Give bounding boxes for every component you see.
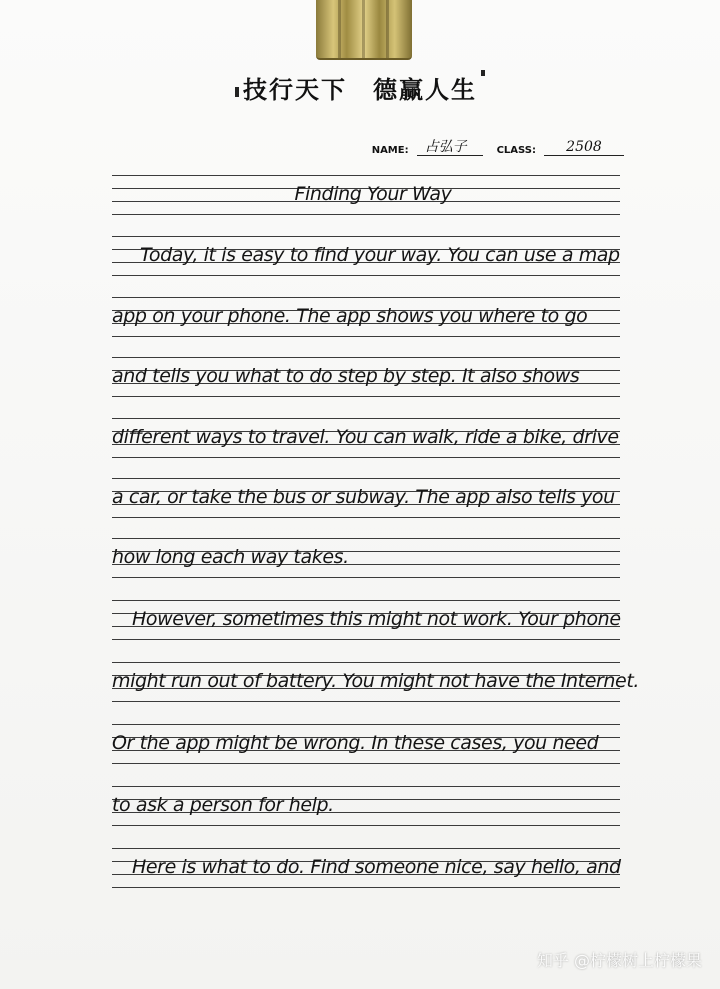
essay-line [112,236,620,286]
essay-line [112,538,620,588]
watermark: 知乎 @柠檬树上柠檬果 [536,951,702,970]
motto-left: 技行天下 [243,75,347,104]
name-label: NAME: [371,145,409,156]
essay-line [112,786,620,836]
essay-line-text: how long each way takes. [112,546,349,568]
essay-line-text: different ways to travel. You can walk, ride a bike, drive [112,426,619,448]
essay-line-text: to ask a person for help. [112,794,334,816]
essay-line-text: Or the app might be wrong. In these cases, you need [112,732,599,754]
essay-line [112,418,620,468]
essay-title: Finding Your Way [294,183,452,205]
essay-line-text: Today, it is easy to find your way. You can use a map [140,244,620,266]
name-value: 占弘子 [417,140,483,156]
title-row [112,175,620,225]
class-label: CLASS: [496,145,536,156]
essay-line [112,600,620,650]
essay-line [112,478,620,528]
essay-line [112,848,620,898]
essay-line-text: might run out of battery. You might not have the Internet. [112,670,640,692]
essay-line-text: app on your phone. The app shows you where to go [112,305,588,327]
essay-line-text: Here is what to do. Find someone nice, say hello, and [132,856,621,878]
essay-line-text: a car, or take the bus or subway. The app also tells you [112,486,615,508]
essay-line [112,357,620,407]
motto-right: 德赢人生 [373,75,477,104]
class-value: 2508 [544,140,624,156]
essay-line [112,662,640,712]
essay-line-text: and tells you what to do step by step. It also shows [112,365,580,387]
essay [112,0,640,989]
essay-line [112,297,620,347]
essay-line-text: However, sometimes this might not work. Your phone [132,608,621,630]
essay-line [112,724,620,774]
